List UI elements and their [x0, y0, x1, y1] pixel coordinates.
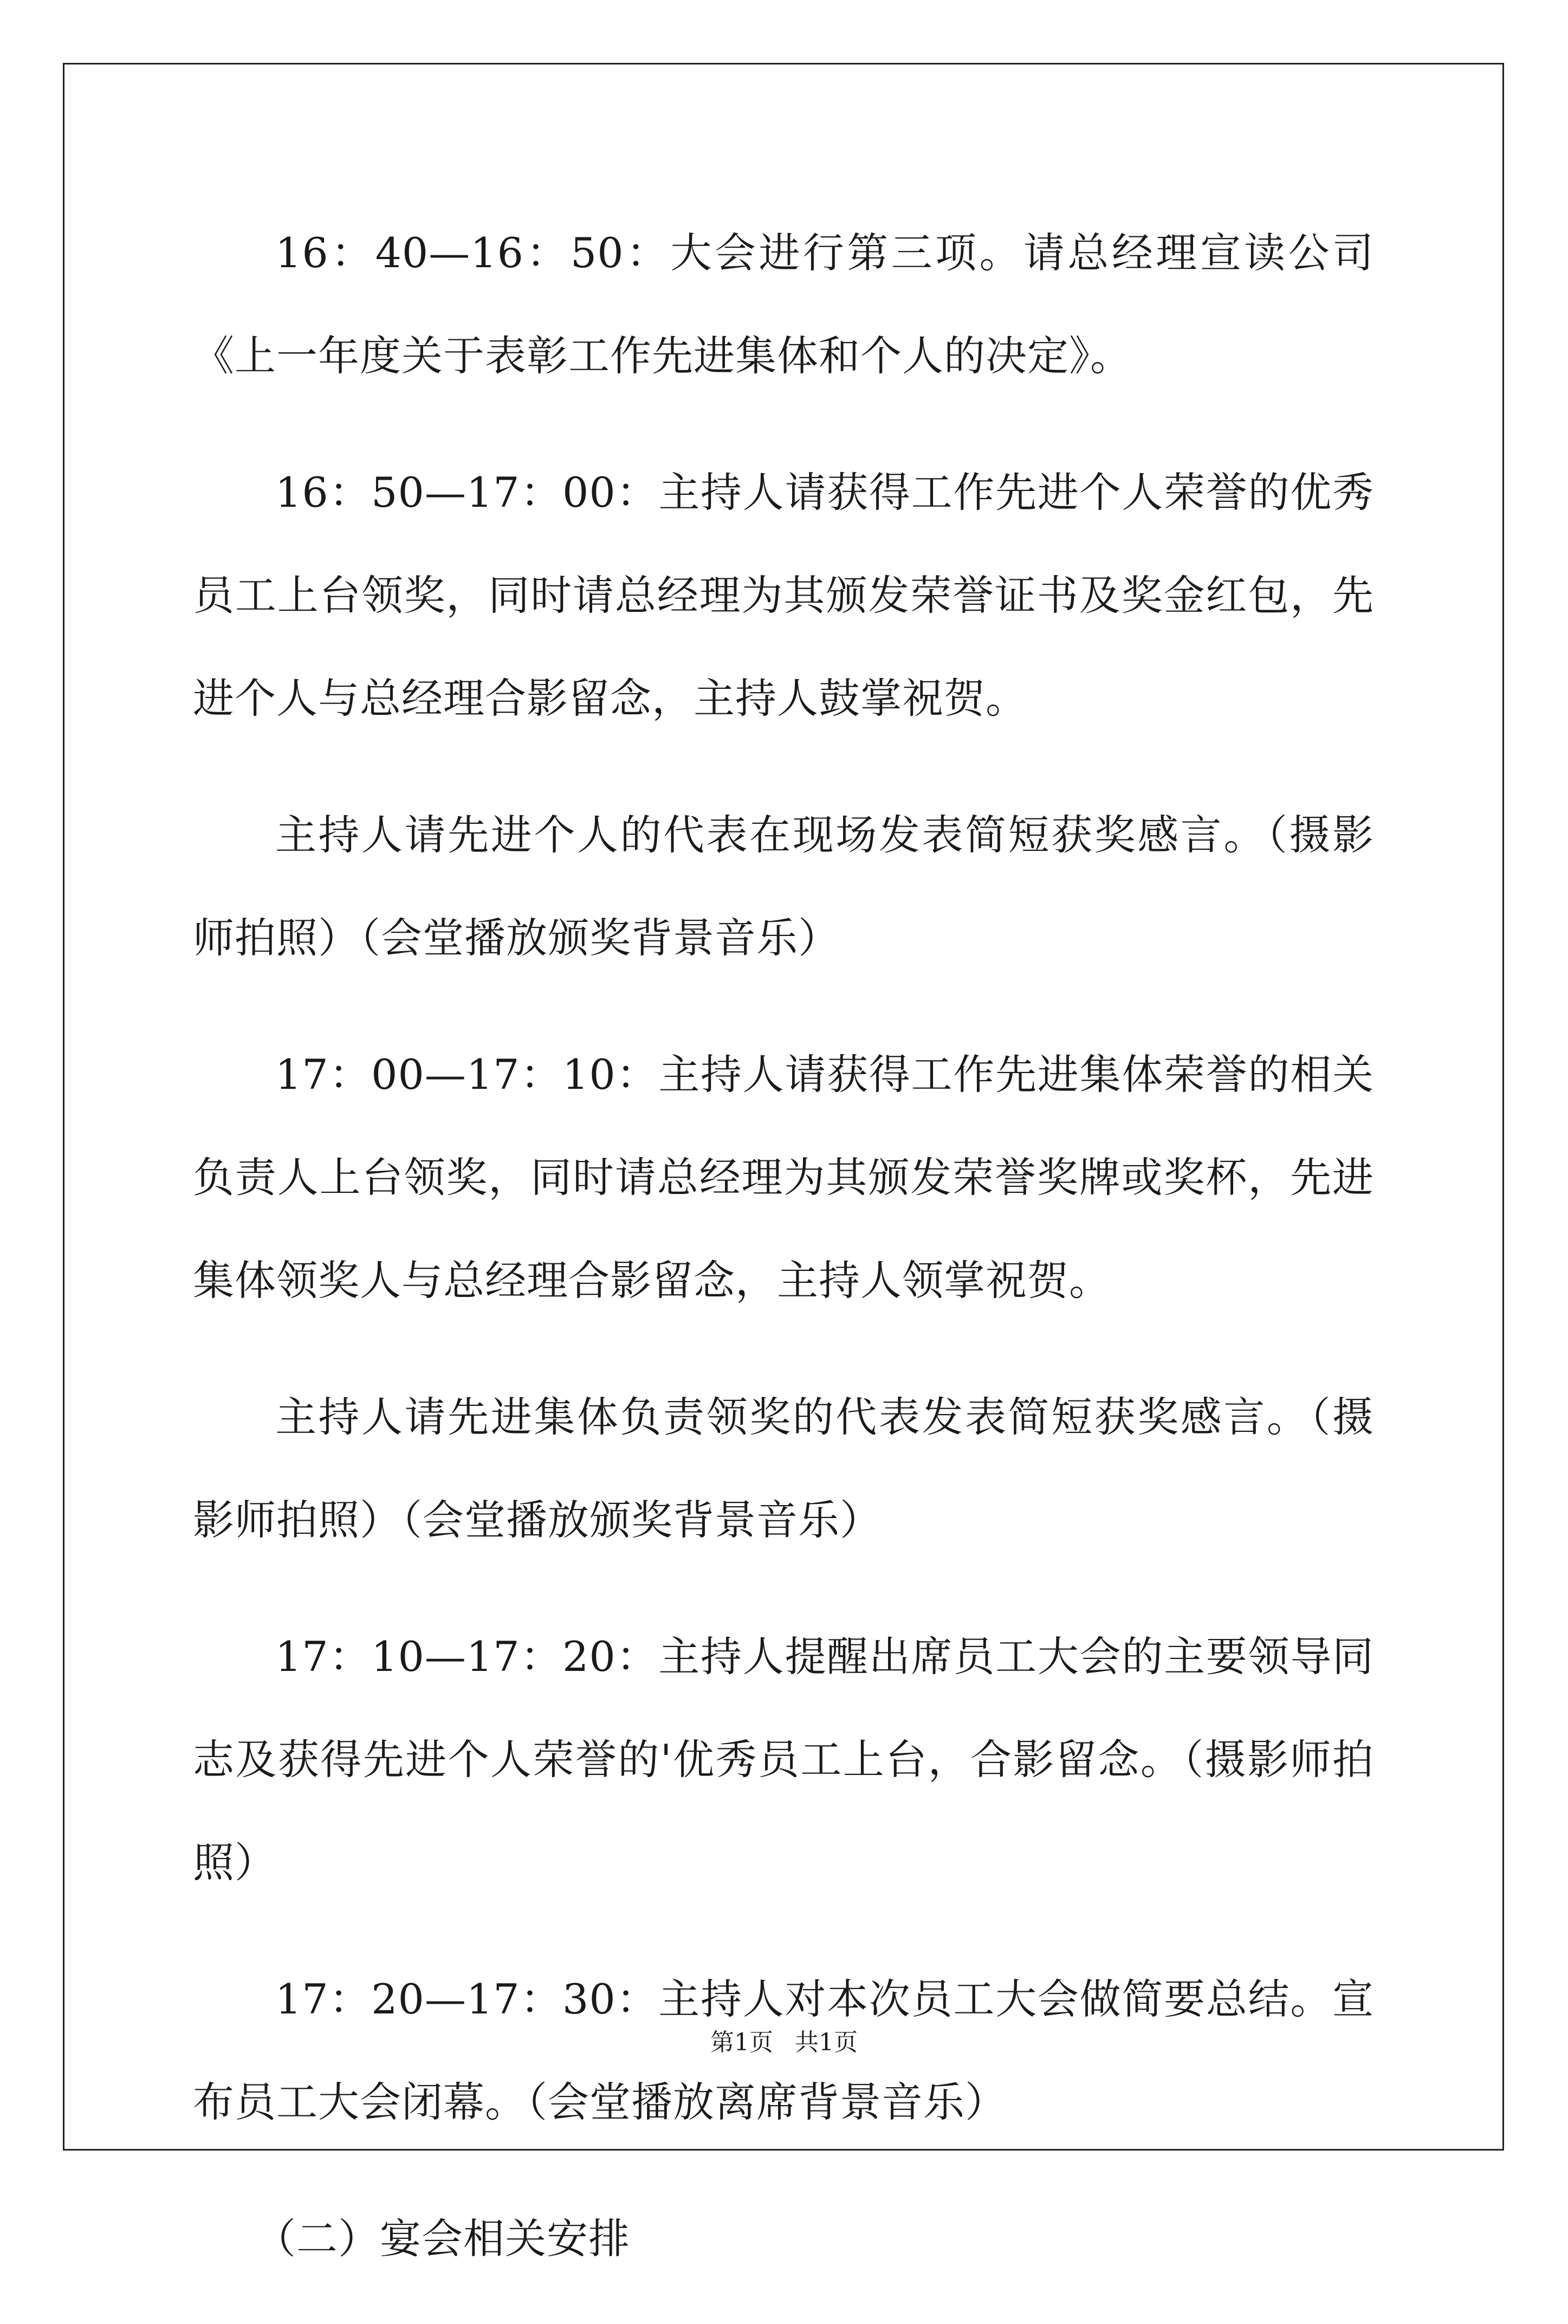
- document-body: [193, 202, 1374, 2324]
- paragraph-closing: 17：20—17：30：主持人对本次员工大会做简要总结。宣布员工大会闭幕。（会堂播放离席背景音乐）: [193, 1975, 1374, 2126]
- paragraph-individual-award: 16：50—17：00：主持人请获得工作先进个人荣誉的优秀员工上台领奖，同时请总经理为其颁发荣誉证书及奖金红包，先进个人与总经理合影留念，主持人鼓掌祝贺。: [193, 468, 1374, 722]
- paragraph-individual-speech: 主持人请先进个人的代表在现场发表简短获奖感言。（摄影师拍照）（会堂播放颁奖背景音乐）: [193, 811, 1374, 962]
- paragraph-collective-award: 17：00—17：10：主持人请获得工作先进集体荣誉的相关负责人上台领奖，同时请总经理为其颁发荣誉奖牌或奖杯，先进集体领奖人与总经理合影留念，主持人领掌祝贺。: [193, 1050, 1374, 1305]
- page-footer: [0, 2023, 1568, 2057]
- page-number: 第1页: [710, 2029, 773, 2056]
- page-total: 共1页: [795, 2029, 858, 2056]
- paragraph-collective-speech: 主持人请先进集体负责领奖的代表发表简短获奖感言。（摄影师拍照）（会堂播放颁奖背景音乐）: [193, 1393, 1374, 1544]
- paragraph-group-photo: 17：10—17：20：主持人提醒出席员工大会的主要领导同志及获得先进个人荣誉的'优秀员工上台，合影留念。（摄影师拍照）: [193, 1632, 1374, 1887]
- paragraph-agenda-item-3: 16：40—16：50：大会进行第三项。请总经理宣读公司《上一年度关于表彰工作先进集体和个人的决定》。: [193, 229, 1374, 380]
- section-heading-banquet: （二）宴会相关安排: [255, 2215, 630, 2263]
